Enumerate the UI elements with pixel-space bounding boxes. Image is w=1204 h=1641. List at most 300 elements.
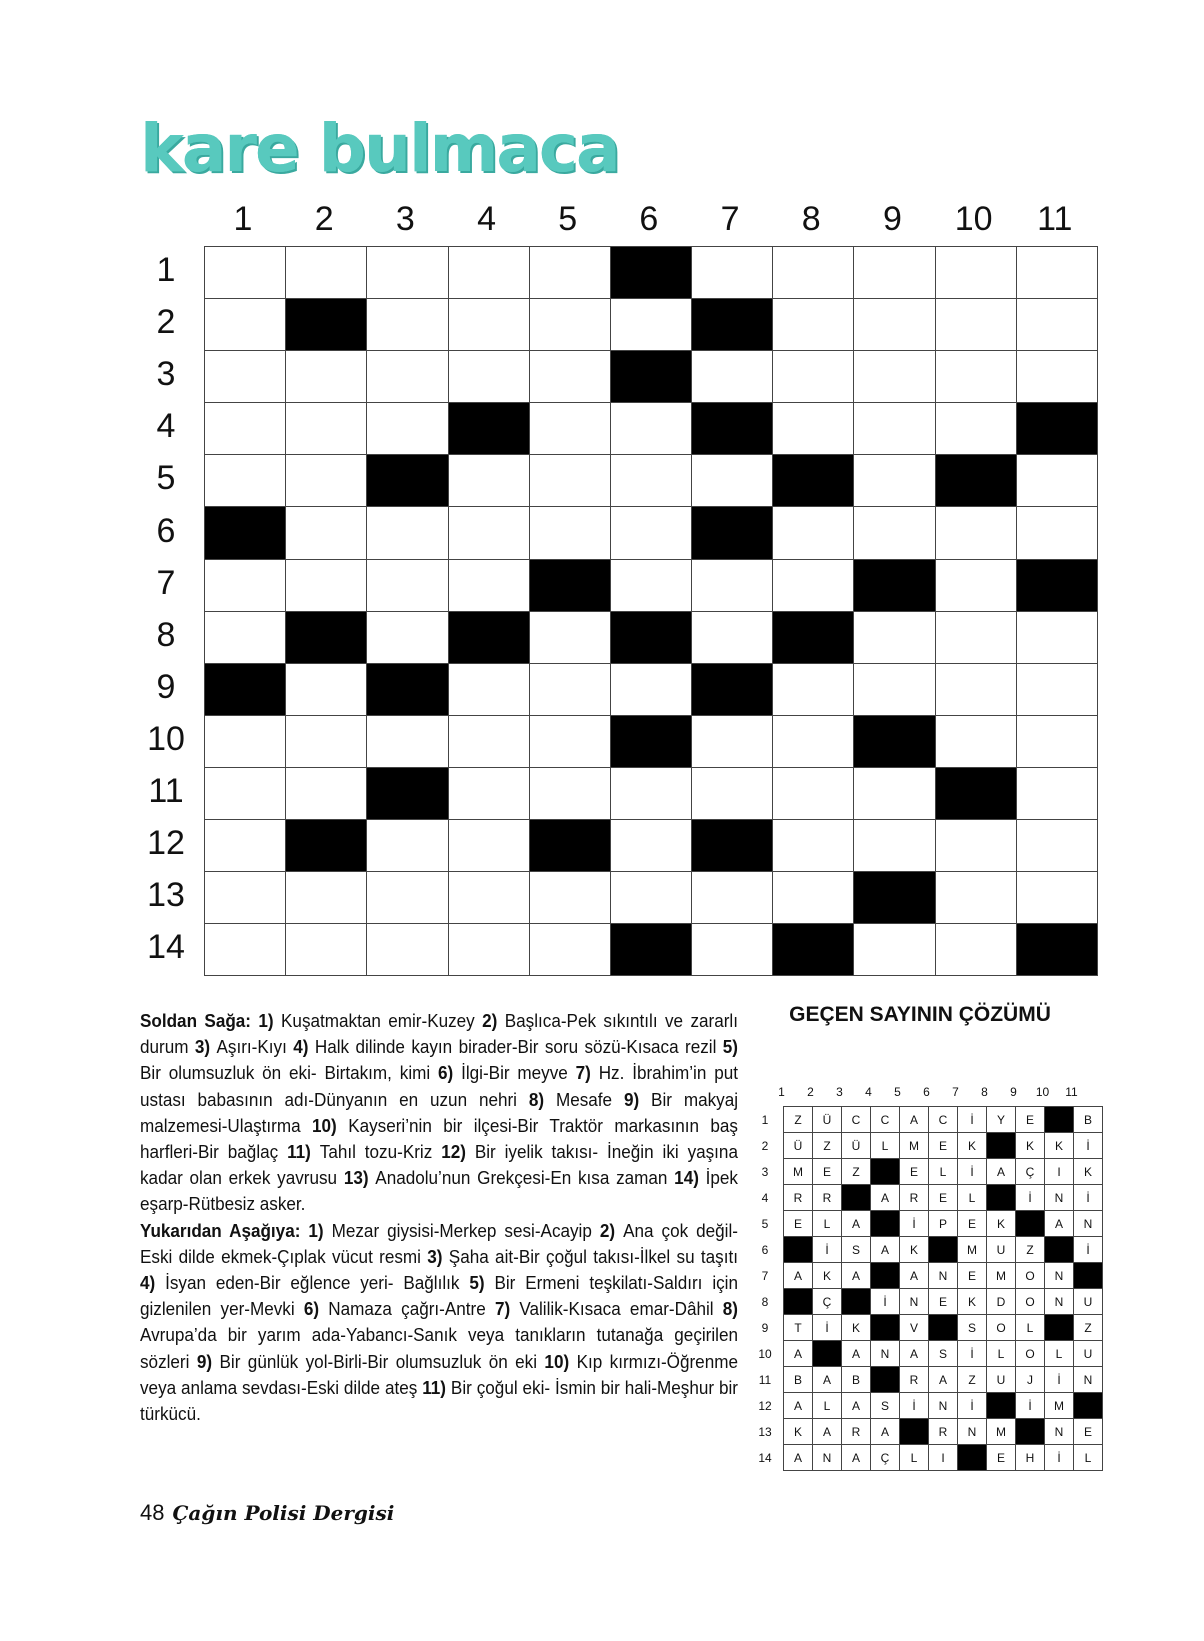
grid-row xyxy=(205,924,1098,976)
down-clue-number: 6) xyxy=(303,1298,329,1320)
solution-black-cell xyxy=(929,1315,958,1341)
grid-cell[interactable] xyxy=(773,664,854,716)
across-clue-text: Aşırı-Kıyı xyxy=(216,1036,294,1058)
solution-black-cell xyxy=(1045,1237,1074,1263)
grid-black-cell xyxy=(205,507,286,559)
grid-cell[interactable] xyxy=(692,455,773,507)
grid-row xyxy=(205,351,1098,403)
solution-letter-cell: L xyxy=(900,1445,929,1471)
grid-cell[interactable] xyxy=(286,664,367,716)
across-clue-number: 9) xyxy=(623,1088,652,1110)
grid-cell[interactable] xyxy=(936,560,1017,612)
grid-cell[interactable] xyxy=(205,455,286,507)
solution-row-number: 14 xyxy=(758,1451,772,1465)
solution-letter-cell: K xyxy=(900,1237,929,1263)
grid-cell[interactable] xyxy=(773,872,854,924)
grid-cell[interactable] xyxy=(611,872,692,924)
grid-cell[interactable] xyxy=(449,507,530,559)
solution-letter-cell: B xyxy=(842,1367,871,1393)
grid-cell[interactable] xyxy=(692,247,773,299)
solution-column-number: 1 xyxy=(778,1085,785,1099)
grid-cell[interactable] xyxy=(773,768,854,820)
solution-letter-cell: R xyxy=(784,1185,813,1211)
solution-column-number: 4 xyxy=(865,1085,872,1099)
grid-cell[interactable] xyxy=(286,560,367,612)
down-clue-number: 10) xyxy=(544,1350,577,1372)
solution-column-number: 3 xyxy=(836,1085,843,1099)
grid-cell[interactable] xyxy=(449,664,530,716)
across-clue-number: 8) xyxy=(528,1088,556,1110)
grid-cell[interactable] xyxy=(367,507,448,559)
down-clue-text: Bir çoğul eki- İsmin bir hali-Meşhur bir türkücü. xyxy=(140,1376,739,1425)
grid-cell[interactable] xyxy=(936,820,1017,872)
grid-cell[interactable] xyxy=(286,247,367,299)
down-clue-text: Ana çok değil-Eski dilde ekmek-Çıplak vücut resmi xyxy=(140,1219,738,1267)
down-clue-number: 1) xyxy=(308,1219,332,1241)
across-clue-text: Başlıca-Pek sıkıntılı ve zararlı durum xyxy=(140,1010,738,1058)
solution-letter-cell: N xyxy=(1074,1367,1103,1393)
solution-letter-cell: N xyxy=(1045,1185,1074,1211)
grid-black-cell xyxy=(773,612,854,664)
grid-cell[interactable] xyxy=(1017,507,1098,559)
solution-black-cell xyxy=(813,1341,842,1367)
grid-cell[interactable] xyxy=(367,351,448,403)
grid-cell[interactable] xyxy=(367,560,448,612)
grid-cell[interactable] xyxy=(530,247,611,299)
solution-letter-cell: İ xyxy=(958,1393,987,1419)
grid-cell[interactable] xyxy=(367,872,448,924)
solution-letter-cell: E xyxy=(900,1159,929,1185)
solution-row xyxy=(784,1211,1103,1237)
grid-black-cell xyxy=(611,612,692,664)
solution-black-cell xyxy=(871,1211,900,1237)
grid-cell[interactable] xyxy=(1017,299,1098,351)
solution-letter-cell: L xyxy=(813,1211,842,1237)
solution-column-number: 2 xyxy=(807,1085,814,1099)
grid-black-cell xyxy=(611,924,692,976)
solution-letter-cell: M xyxy=(784,1159,813,1185)
grid-cell[interactable] xyxy=(692,872,773,924)
solution-row xyxy=(784,1445,1103,1471)
grid-cell[interactable] xyxy=(854,351,935,403)
grid-cell[interactable] xyxy=(286,507,367,559)
grid-cell[interactable] xyxy=(449,924,530,976)
grid-cell[interactable] xyxy=(692,560,773,612)
solution-column-number: 7 xyxy=(952,1085,959,1099)
grid-cell[interactable] xyxy=(530,351,611,403)
grid-cell[interactable] xyxy=(205,247,286,299)
grid-cell[interactable] xyxy=(611,403,692,455)
grid-cell[interactable] xyxy=(692,924,773,976)
grid-black-cell xyxy=(936,455,1017,507)
grid-cell[interactable] xyxy=(530,455,611,507)
grid-column-number: 5 xyxy=(558,200,578,238)
grid-black-cell xyxy=(692,820,773,872)
grid-cell[interactable] xyxy=(449,560,530,612)
down-clue-number: 4) xyxy=(140,1272,166,1294)
grid-cell[interactable] xyxy=(530,299,611,351)
grid-cell[interactable] xyxy=(286,924,367,976)
solution-letter-cell: R xyxy=(900,1185,929,1211)
grid-cell[interactable] xyxy=(449,716,530,768)
grid-row-number: 9 xyxy=(156,667,176,706)
grid-cell[interactable] xyxy=(1017,247,1098,299)
solution-black-cell xyxy=(842,1185,871,1211)
solution-row-number: 10 xyxy=(758,1347,772,1361)
solution-letter-cell: R xyxy=(813,1185,842,1211)
solution-letter-cell: A xyxy=(842,1445,871,1471)
grid-cell[interactable] xyxy=(530,507,611,559)
solution-letter-cell: R xyxy=(900,1367,929,1393)
solution-letter-cell: A xyxy=(784,1445,813,1471)
grid-cell[interactable] xyxy=(854,924,935,976)
solution-letter-cell: K xyxy=(1016,1133,1045,1159)
grid-cell[interactable] xyxy=(205,612,286,664)
grid-cell[interactable] xyxy=(854,247,935,299)
solution-row-number: 12 xyxy=(758,1399,772,1413)
grid-cell[interactable] xyxy=(205,820,286,872)
grid-cell[interactable] xyxy=(449,768,530,820)
solution-row xyxy=(784,1159,1103,1185)
grid-row-number: 1 xyxy=(156,251,176,289)
grid-black-cell xyxy=(367,768,448,820)
grid-cell[interactable] xyxy=(286,351,367,403)
grid-cell[interactable] xyxy=(773,560,854,612)
across-heading: Soldan Sağa: xyxy=(140,1010,252,1031)
solution-letter-cell: L xyxy=(1016,1315,1045,1341)
grid-cell[interactable] xyxy=(936,351,1017,403)
grid-cell[interactable] xyxy=(854,664,935,716)
solution-letter-cell: E xyxy=(929,1289,958,1315)
solution-letter-cell: A xyxy=(784,1263,813,1289)
solution-letter-cell: K xyxy=(987,1211,1016,1237)
grid-black-cell xyxy=(611,351,692,403)
across-clue-number: 2) xyxy=(482,1010,505,1031)
solution-row xyxy=(784,1237,1103,1263)
grid-cell[interactable] xyxy=(205,872,286,924)
grid-cell[interactable] xyxy=(530,612,611,664)
grid-row xyxy=(205,664,1098,716)
solution-letter-cell: İ xyxy=(958,1159,987,1185)
across-clue-text: Kuşatmaktan emir-Kuzey xyxy=(281,1010,483,1031)
grid-column-number: 7 xyxy=(720,200,740,238)
grid-cell[interactable] xyxy=(773,299,854,351)
grid-cell[interactable] xyxy=(205,560,286,612)
grid-cell[interactable] xyxy=(773,403,854,455)
grid-row xyxy=(205,820,1098,872)
grid-row-number: 2 xyxy=(156,303,176,342)
across-clue-text: Hz. İbrahim’in put ustası babasının adı-Dünyanın en uzun nehri xyxy=(140,1062,738,1110)
grid-cell[interactable] xyxy=(286,403,367,455)
solution-letter-cell: A xyxy=(842,1341,871,1367)
grid-black-cell xyxy=(367,664,448,716)
grid-column-number: 11 xyxy=(1037,200,1073,238)
solution-letter-cell: N xyxy=(813,1445,842,1471)
grid-cell[interactable] xyxy=(692,351,773,403)
grid-column-number: 3 xyxy=(395,200,415,238)
grid-cell[interactable] xyxy=(367,716,448,768)
down-clue-text: Valilik-Kısaca emar-Dâhil xyxy=(519,1298,723,1320)
solution-letter-cell: İ xyxy=(900,1211,929,1237)
page-number: 48 xyxy=(140,1500,165,1525)
grid-column-number: 2 xyxy=(314,200,334,238)
grid-cell[interactable] xyxy=(449,299,530,351)
grid-cell[interactable] xyxy=(449,247,530,299)
grid-row-number: 5 xyxy=(156,459,176,498)
grid-row-number: 7 xyxy=(156,563,176,602)
solution-letter-cell: K xyxy=(1045,1133,1074,1159)
down-clue-text: Şaha ait-Bir çoğul takısı-İlkel su taşıtı xyxy=(448,1245,738,1267)
grid-cell[interactable] xyxy=(530,403,611,455)
grid-row xyxy=(205,455,1098,507)
grid-column-number: 10 xyxy=(954,200,993,238)
across-clue-text: Bir iyelik takısı- İneğin iki yaşına kadar olan erkek yavrusu xyxy=(140,1141,738,1189)
grid-cell[interactable] xyxy=(854,507,935,559)
solution-letter-cell: I xyxy=(1045,1159,1074,1185)
across-clue-text: İlgi-Bir meyve xyxy=(461,1062,576,1084)
grid-cell[interactable] xyxy=(936,403,1017,455)
grid-cell[interactable] xyxy=(449,455,530,507)
solution-row xyxy=(784,1393,1103,1419)
down-clue-text: Namaza çağrı-Antre xyxy=(328,1298,495,1320)
solution-letter-cell: N xyxy=(871,1341,900,1367)
grid-cell[interactable] xyxy=(936,924,1017,976)
grid-cell[interactable] xyxy=(1017,768,1098,820)
solution-letter-cell: S xyxy=(929,1341,958,1367)
solution-letter-cell: A xyxy=(813,1367,842,1393)
grid-cell[interactable] xyxy=(611,560,692,612)
solution-black-cell xyxy=(871,1159,900,1185)
grid-cell[interactable] xyxy=(367,820,448,872)
grid-cell[interactable] xyxy=(205,924,286,976)
grid-cell[interactable] xyxy=(936,664,1017,716)
solution-letter-cell: N xyxy=(1045,1289,1074,1315)
grid-cell[interactable] xyxy=(449,351,530,403)
grid-black-cell xyxy=(449,403,530,455)
across-clue-text: Mesafe xyxy=(555,1088,624,1110)
solution-black-cell xyxy=(871,1315,900,1341)
solution-letter-cell: C xyxy=(842,1107,871,1133)
solution-black-cell xyxy=(871,1263,900,1289)
grid-cell[interactable] xyxy=(611,299,692,351)
grid-cell[interactable] xyxy=(1017,872,1098,924)
grid-cell[interactable] xyxy=(692,612,773,664)
solution-letter-cell: U xyxy=(1074,1289,1103,1315)
grid-cell[interactable] xyxy=(205,403,286,455)
solution-letter-cell: Ü xyxy=(842,1133,871,1159)
solution-black-cell xyxy=(1074,1263,1103,1289)
grid-cell[interactable] xyxy=(936,872,1017,924)
solution-letter-cell: İ xyxy=(1045,1367,1074,1393)
grid-black-cell xyxy=(1017,560,1098,612)
grid-cell[interactable] xyxy=(1017,612,1098,664)
grid-cell[interactable] xyxy=(1017,455,1098,507)
grid-cell[interactable] xyxy=(205,299,286,351)
grid-cell[interactable] xyxy=(286,455,367,507)
across-clue-number: 1) xyxy=(258,1010,282,1031)
down-clue-number: 7) xyxy=(494,1298,520,1320)
solution-letter-cell: O xyxy=(1016,1263,1045,1289)
grid-row xyxy=(205,507,1098,559)
grid-column-numbers xyxy=(202,200,1106,240)
across-clue-number: 3) xyxy=(194,1036,217,1058)
solution-letter-cell: İ xyxy=(1074,1237,1103,1263)
solution-letter-cell: İ xyxy=(1016,1393,1045,1419)
solution-letter-cell: U xyxy=(987,1237,1016,1263)
grid-cell[interactable] xyxy=(530,664,611,716)
grid-cell[interactable] xyxy=(773,716,854,768)
solution-letter-cell: İ xyxy=(1045,1445,1074,1471)
grid-row-number: 12 xyxy=(147,824,185,863)
grid-cell[interactable] xyxy=(936,612,1017,664)
grid-column-number: 4 xyxy=(477,200,496,238)
grid-cell[interactable] xyxy=(1017,664,1098,716)
grid-cell[interactable] xyxy=(205,716,286,768)
solution-grid xyxy=(783,1106,1103,1471)
grid-cell[interactable] xyxy=(611,664,692,716)
grid-cell[interactable] xyxy=(854,612,935,664)
solution-letter-cell: İ xyxy=(958,1107,987,1133)
solution-letter-cell: A xyxy=(900,1263,929,1289)
grid-cell[interactable] xyxy=(611,768,692,820)
solution-black-cell xyxy=(929,1237,958,1263)
grid-cell[interactable] xyxy=(449,820,530,872)
grid-cell[interactable] xyxy=(936,247,1017,299)
grid-cell[interactable] xyxy=(773,507,854,559)
across-clue-number: 10) xyxy=(312,1114,349,1136)
grid-row xyxy=(205,768,1098,820)
grid-cell[interactable] xyxy=(692,716,773,768)
grid-cell[interactable] xyxy=(367,299,448,351)
solution-letter-cell: M xyxy=(958,1237,987,1263)
grid-cell[interactable] xyxy=(530,872,611,924)
grid-cell[interactable] xyxy=(936,507,1017,559)
grid-black-cell xyxy=(773,924,854,976)
grid-black-cell xyxy=(205,664,286,716)
solution-letter-cell: Z xyxy=(1016,1237,1045,1263)
grid-cell[interactable] xyxy=(773,820,854,872)
down-clue-number: 2) xyxy=(599,1219,624,1241)
grid-black-cell xyxy=(286,612,367,664)
solution-column-number: 6 xyxy=(923,1085,930,1099)
across-clue-text: Anadolu’nun Grekçesi-En kısa zaman xyxy=(375,1167,675,1189)
solution-letter-cell: K xyxy=(784,1419,813,1445)
grid-cell[interactable] xyxy=(773,247,854,299)
grid-row xyxy=(205,403,1098,455)
grid-cell[interactable] xyxy=(854,455,935,507)
solution-title: GEÇEN SAYININ ÇÖZÜMÜ xyxy=(789,1003,1051,1026)
solution-column-numbers xyxy=(778,1085,1078,1101)
grid-cell[interactable] xyxy=(286,872,367,924)
grid-black-cell xyxy=(367,455,448,507)
across-clue-text: Bir makyaj malzemesi-Ulaştırma xyxy=(140,1088,739,1136)
solution-letter-cell: M xyxy=(900,1133,929,1159)
down-clue-text: Mezar giysisi-Merkep sesi-Acayip xyxy=(331,1219,600,1241)
solution-letter-cell: C xyxy=(929,1107,958,1133)
solution-letter-cell: A xyxy=(784,1393,813,1419)
grid-cell[interactable] xyxy=(1017,716,1098,768)
down-clue-text: Avrupa’da bir yarım ada-Yabancı-Sanık veya tanıkların tutanağa geçirilen sözleri xyxy=(140,1324,738,1372)
grid-row-number: 8 xyxy=(156,615,176,654)
solution-letter-cell: S xyxy=(958,1315,987,1341)
solution-letter-cell: İ xyxy=(813,1237,842,1263)
solution-letter-cell: K xyxy=(958,1133,987,1159)
grid-cell[interactable] xyxy=(936,716,1017,768)
solution-black-cell xyxy=(987,1133,1016,1159)
solution-letter-cell: A xyxy=(871,1419,900,1445)
solution-letter-cell: N xyxy=(929,1263,958,1289)
clues-across xyxy=(140,1008,738,1218)
grid-column-number: 6 xyxy=(639,200,659,238)
grid-cell[interactable] xyxy=(205,768,286,820)
grid-row-number: 4 xyxy=(156,407,176,446)
grid-cell[interactable] xyxy=(367,247,448,299)
solution-letter-cell: T xyxy=(784,1315,813,1341)
grid-black-cell xyxy=(611,716,692,768)
grid-cell[interactable] xyxy=(205,351,286,403)
grid-row xyxy=(205,612,1098,664)
grid-cell[interactable] xyxy=(367,612,448,664)
solution-row-number: 6 xyxy=(761,1243,769,1257)
grid-cell[interactable] xyxy=(286,716,367,768)
grid-cell[interactable] xyxy=(1017,351,1098,403)
grid-cell[interactable] xyxy=(854,403,935,455)
solution-letter-cell: A xyxy=(842,1211,871,1237)
grid-cell[interactable] xyxy=(286,768,367,820)
grid-row-number: 3 xyxy=(156,355,176,394)
solution-row-number: 1 xyxy=(761,1113,769,1127)
solution-letter-cell: Ç xyxy=(813,1289,842,1315)
solution-letter-cell: A xyxy=(871,1237,900,1263)
grid-row-number: 11 xyxy=(148,772,184,810)
grid-black-cell xyxy=(692,664,773,716)
grid-cell[interactable] xyxy=(530,716,611,768)
grid-cell[interactable] xyxy=(367,924,448,976)
grid-cell[interactable] xyxy=(611,455,692,507)
solution-letter-cell: L xyxy=(1074,1445,1103,1471)
grid-cell[interactable] xyxy=(611,820,692,872)
grid-cell[interactable] xyxy=(530,924,611,976)
solution-letter-cell: İ xyxy=(958,1341,987,1367)
puzzle-title: kare bulmaca xyxy=(140,110,619,187)
solution-letter-cell: İ xyxy=(871,1289,900,1315)
solution-row-number: 7 xyxy=(761,1269,769,1283)
page-footer xyxy=(140,1500,394,1526)
grid-cell[interactable] xyxy=(854,820,935,872)
solution-letter-cell: U xyxy=(1074,1341,1103,1367)
solution-row-number: 9 xyxy=(761,1321,769,1335)
solution-letter-cell: E xyxy=(1016,1107,1045,1133)
grid-cell[interactable] xyxy=(530,768,611,820)
grid-cell[interactable] xyxy=(773,351,854,403)
solution-letter-cell: E xyxy=(929,1185,958,1211)
grid-cell[interactable] xyxy=(449,872,530,924)
grid-cell[interactable] xyxy=(692,768,773,820)
grid-black-cell xyxy=(692,403,773,455)
grid-cell[interactable] xyxy=(367,403,448,455)
grid-cell[interactable] xyxy=(854,299,935,351)
solution-black-cell xyxy=(784,1289,813,1315)
across-clue-number: 14) xyxy=(674,1167,706,1189)
grid-cell[interactable] xyxy=(611,507,692,559)
solution-black-cell xyxy=(958,1445,987,1471)
grid-cell[interactable] xyxy=(854,768,935,820)
grid-cell[interactable] xyxy=(936,299,1017,351)
solution-row-number: 4 xyxy=(761,1191,769,1205)
solution-column-number: 9 xyxy=(1010,1085,1017,1099)
solution-letter-cell: İ xyxy=(1016,1185,1045,1211)
grid-cell[interactable] xyxy=(1017,820,1098,872)
